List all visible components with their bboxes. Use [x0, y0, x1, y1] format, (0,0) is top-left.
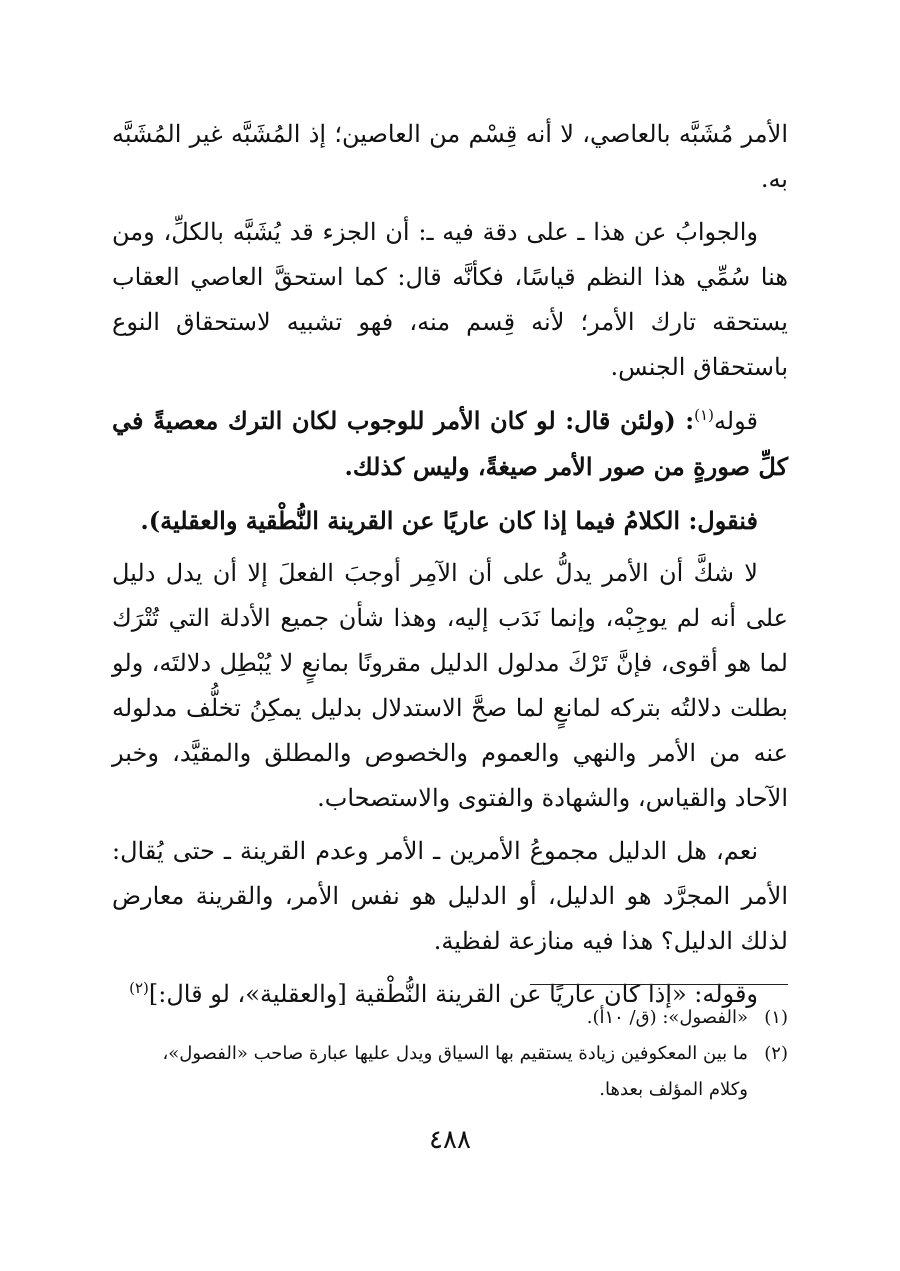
paragraph-4: فنقول: الكلامُ فيما إذا كان عاريًا عن القرينة النُّطْقية والعقلية).	[140, 506, 758, 535]
paragraph-3	[112, 398, 788, 490]
paragraph-1: الأمر مُشَبَّه بالعاصي، لا أنه قِسْم من العاصين؛ إذ المُشَبَّه غير المُشَبَّه به.	[112, 120, 788, 193]
paragraph-7-text: وقوله: «إذا كان عاريًا عن القرينة النُّطْقية [والعقلية»، لو قال:]	[148, 980, 758, 1008]
main-text	[112, 112, 788, 1017]
footnote-1-text: «الفصول»: (ق/ ١٠أ).	[586, 1007, 748, 1028]
footnote-2-text: ما بين المعكوفين زيادة يستقيم بها السياق ويدل عليها عبارة صاحب «الفصول»،	[162, 1043, 748, 1064]
footnote-ref-2[interactable]: (٢)	[129, 979, 149, 997]
paragraph-3-prefix: قوله	[713, 407, 758, 435]
footnote-2	[112, 1038, 788, 1070]
footnote-2-continuation: وكلام المؤلف بعدها.	[599, 1079, 748, 1100]
page-number: ٤٨٨	[429, 1125, 471, 1155]
footnote-ref-1[interactable]: (١)	[694, 406, 714, 424]
paragraph-5: لا شكَّ أن الأمر يدلُّ على أن الآمِر أوجبَ الفعلَ إلا أن يدل دليل على أنه لم يوجِبْه، وإنما نَدَب إليه، وهذا شأن جميع الأدلة التي تُتْرَك لما هو أقوى، فإنَّ تَرْكَ مدلول الدليل مقرونًا بمانعٍ لا يُبْطِل دلالتَه، ولو بطلت دلالتُه بتركه لمانعٍ لما صحَّ الاستدلال بدليل يمكِنُ تخلُّف مدلوله عنه من الأمر والنهي والعموم والخصوص والمطلق والمقيَّد، وخبر الآحاد والقياس، والشهادة والفتوى والاستصحاب.	[112, 559, 788, 812]
paragraph-3-quote: : (ولئن قال: لو كان الأمر للوجوب لكان الترك معصيةً في كلِّ صورةٍ من صور الأمر صيغةً، وليس كذلك.	[112, 406, 788, 481]
footnote-1	[112, 1002, 788, 1034]
footnote-divider	[530, 984, 788, 985]
footnotes	[112, 1002, 788, 1110]
paragraph-6: نعم، هل الدليل مجموعُ الأمرين ـ الأمر وعدم القرينة ـ حتى يُقال: الأمر المجرَّد هو الدليل، أو الدليل هو نفس الأمر، والقرينة معارض لذلك الدليل؟ هذا فيه منازعة لفظية.	[112, 837, 788, 955]
paragraph-2: والجوابُ عن هذا ـ على دقة فيه ـ: أن الجزء قد يُشَبَّه بالكلِّ، ومن هنا سُمِّي هذا النظم قياسًا، فكأنَّه قال: كما استحقَّ العاصي العقاب يستحقه تارك الأمر؛ لأنه قِسم منه، فهو تشبيه لاستحقاق النوع باستحقاق الجنس.	[112, 218, 788, 381]
footnote-1-number: (١)	[764, 1007, 788, 1028]
footnote-2-number: (٢)	[764, 1043, 788, 1064]
